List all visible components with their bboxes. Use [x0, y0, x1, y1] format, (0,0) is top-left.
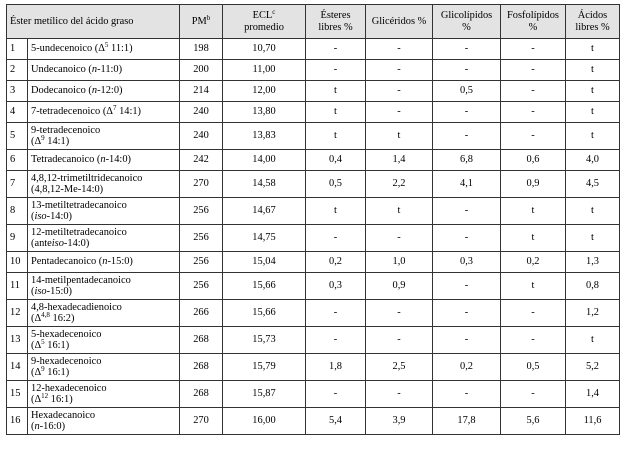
cell-phospholipids: -: [501, 81, 566, 102]
name-segment: (: [31, 394, 35, 405]
cell-glycolipids: -: [433, 198, 501, 225]
cell-ecl: 14,00: [223, 150, 306, 171]
cell-free-esters: -: [306, 300, 366, 327]
table-row: [7, 81, 620, 102]
table-row: [7, 150, 620, 171]
table-row: [7, 300, 620, 327]
row-number: 7: [7, 171, 28, 198]
name-segment: (: [31, 340, 35, 351]
fatty-acid-name: [28, 327, 180, 354]
name-segment: Δ: [34, 340, 42, 351]
cell-molecular-weight: 256: [180, 252, 223, 273]
name-segment: Undecanoico (: [31, 64, 92, 76]
cell-free-esters: t: [306, 123, 366, 150]
cell-glycerides: 3,9: [366, 408, 433, 435]
cell-free-acids: t: [566, 198, 620, 225]
cell-glycolipids: -: [433, 102, 501, 123]
row-number: 1: [7, 39, 28, 60]
cell-free-acids: t: [566, 225, 620, 252]
name-segment: 9-hexadecenoico: [31, 355, 102, 367]
row-number: 15: [7, 381, 28, 408]
cell-free-esters: -: [306, 225, 366, 252]
cell-glycolipids: 0,3: [433, 252, 501, 273]
cell-phospholipids: -: [501, 381, 566, 408]
name-segment: -11:0): [97, 64, 123, 76]
cell-glycolipids: 6,8: [433, 150, 501, 171]
name-segment: 5-hexadecenoico: [31, 328, 102, 340]
name-segment: (: [31, 367, 35, 378]
name-segment: 4,8-hexadecadienoico: [31, 301, 122, 313]
cell-ecl: 14,58: [223, 171, 306, 198]
cell-free-esters: 0,2: [306, 252, 366, 273]
table-row: [7, 39, 620, 60]
cell-phospholipids: -: [501, 300, 566, 327]
cell-free-esters: t: [306, 102, 366, 123]
name-segment: 14:1): [116, 106, 142, 118]
fatty-acid-name: [28, 150, 180, 171]
cell-phospholipids: 0,9: [501, 171, 566, 198]
cell-free-acids: 0,8: [566, 273, 620, 300]
cell-glycerides: 1,0: [366, 252, 433, 273]
name-superscript: 5: [104, 41, 109, 50]
header-glycerides: Glicéridos %: [366, 5, 433, 39]
cell-free-esters: t: [306, 81, 366, 102]
cell-free-esters: 5,4: [306, 408, 366, 435]
fatty-acid-name: [28, 123, 180, 150]
fatty-acid-name: [28, 102, 180, 123]
name-segment: (4,8,12-Me-14:0): [31, 184, 104, 195]
cell-glycerides: -: [366, 39, 433, 60]
name-segment: iso: [34, 211, 47, 222]
table-row: [7, 60, 620, 81]
cell-ecl: 14,67: [223, 198, 306, 225]
cell-glycolipids: -: [433, 381, 501, 408]
cell-phospholipids: -: [501, 39, 566, 60]
name-segment: 5-undecenoico (: [31, 43, 99, 55]
cell-glycolipids: -: [433, 273, 501, 300]
cell-phospholipids: 0,6: [501, 150, 566, 171]
cell-glycerides: -: [366, 300, 433, 327]
cell-free-esters: -: [306, 39, 366, 60]
cell-molecular-weight: 198: [180, 39, 223, 60]
name-segment: iso: [34, 286, 47, 297]
row-number: 16: [7, 408, 28, 435]
name-segment: Δ: [34, 367, 42, 378]
cell-ecl: 15,87: [223, 381, 306, 408]
name-segment: 16:1): [48, 394, 73, 405]
row-number: 3: [7, 81, 28, 102]
cell-glycolipids: 17,8: [433, 408, 501, 435]
name-superscript: 5: [41, 338, 45, 346]
cell-glycolipids: 0,5: [433, 81, 501, 102]
name-segment: n: [91, 85, 98, 97]
fatty-acid-name: [28, 273, 180, 300]
table-row: [7, 354, 620, 381]
name-superscript: 12: [41, 392, 49, 400]
cell-glycerides: -: [366, 102, 433, 123]
name-segment: Δ: [106, 106, 113, 118]
cell-free-esters: t: [306, 198, 366, 225]
cell-glycerides: 2,5: [366, 354, 433, 381]
fatty-acid-name: [28, 225, 180, 252]
name-segment: Δ: [34, 394, 42, 405]
name-segment: 16:2): [49, 313, 75, 324]
name-segment: 11:1): [108, 43, 133, 55]
table-row: [7, 273, 620, 300]
header-glycolipids: Glicolípidos %: [433, 5, 501, 39]
cell-molecular-weight: 268: [180, 327, 223, 354]
name-segment: 14-metilpentadecanoico: [31, 274, 131, 286]
cell-molecular-weight: 240: [180, 123, 223, 150]
cell-free-esters: -: [306, 60, 366, 81]
name-superscript: 7: [112, 104, 117, 113]
fatty-acid-name: [28, 354, 180, 381]
cell-glycolipids: -: [433, 60, 501, 81]
fatty-acid-name: [28, 171, 180, 198]
cell-free-acids: 1,2: [566, 300, 620, 327]
cell-free-esters: -: [306, 327, 366, 354]
name-segment: Δ: [34, 136, 42, 147]
cell-ecl: 15,66: [223, 300, 306, 327]
cell-phospholipids: 0,5: [501, 354, 566, 381]
cell-molecular-weight: 200: [180, 60, 223, 81]
header-free-esters: Ésteres libres %: [306, 5, 366, 39]
cell-glycerides: t: [366, 123, 433, 150]
cell-free-acids: t: [566, 327, 620, 354]
cell-ecl: 14,75: [223, 225, 306, 252]
cell-glycerides: -: [366, 81, 433, 102]
cell-glycerides: 2,2: [366, 171, 433, 198]
name-segment: (ante: [31, 238, 52, 249]
cell-free-acids: t: [566, 60, 620, 81]
cell-glycolipids: -: [433, 39, 501, 60]
cell-free-esters: 0,4: [306, 150, 366, 171]
cell-ecl: 15,73: [223, 327, 306, 354]
fatty-acid-name: [28, 252, 180, 273]
cell-molecular-weight: 270: [180, 408, 223, 435]
row-number: 13: [7, 327, 28, 354]
cell-glycolipids: 4,1: [433, 171, 501, 198]
table-row: [7, 408, 620, 435]
name-segment: -15:0): [46, 286, 73, 297]
cell-glycolipids: -: [433, 225, 501, 252]
cell-free-acids: t: [566, 81, 620, 102]
cell-free-acids: 4,0: [566, 150, 620, 171]
cell-free-acids: t: [566, 102, 620, 123]
fatty-acid-name: [28, 300, 180, 327]
name-segment: n: [102, 256, 108, 268]
cell-phospholipids: 5,6: [501, 408, 566, 435]
name-superscript: 4,8: [41, 311, 50, 319]
cell-glycolipids: -: [433, 300, 501, 327]
row-number: 12: [7, 300, 28, 327]
cell-free-acids: 11,6: [566, 408, 620, 435]
cell-glycerides: 0,9: [366, 273, 433, 300]
name-segment: Δ: [98, 43, 105, 55]
name-segment: (: [31, 313, 35, 324]
table-row: [7, 327, 620, 354]
name-segment: (: [31, 211, 35, 222]
name-segment: iso: [51, 238, 64, 249]
cell-phospholipids: -: [501, 123, 566, 150]
cell-molecular-weight: 240: [180, 102, 223, 123]
row-number: 2: [7, 60, 28, 81]
cell-free-acids: t: [566, 39, 620, 60]
fatty-acid-name: [28, 408, 180, 435]
cell-ecl: 13,80: [223, 102, 306, 123]
cell-free-esters: -: [306, 381, 366, 408]
cell-ecl: 11,00: [223, 60, 306, 81]
row-number: 11: [7, 273, 28, 300]
cell-phospholipids: 0,2: [501, 252, 566, 273]
cell-ecl: 15,66: [223, 273, 306, 300]
cell-glycerides: -: [366, 225, 433, 252]
header-ecl: ECL$^c$ promedio: [223, 5, 306, 39]
table-row: [7, 102, 620, 123]
name-segment: (: [31, 286, 35, 297]
fatty-acid-name: [28, 60, 180, 81]
name-segment: 14:1): [44, 136, 70, 147]
cell-free-acids: 1,4: [566, 381, 620, 408]
name-segment: -14:0): [63, 238, 90, 249]
table-row: [7, 381, 620, 408]
name-segment: 7-tetradecenoico (: [31, 106, 107, 118]
table-row: [7, 171, 620, 198]
cell-molecular-weight: 214: [180, 81, 223, 102]
fatty-acid-name: [28, 39, 180, 60]
cell-glycerides: -: [366, 381, 433, 408]
fatty-acid-name: [28, 198, 180, 225]
name-segment: Dodecanoico (: [31, 85, 92, 97]
name-segment: 16:1): [44, 367, 70, 378]
table-body: [7, 39, 620, 435]
cell-ecl: 15,79: [223, 354, 306, 381]
table-row: [7, 123, 620, 150]
name-segment: 9-tetradecenoico: [31, 124, 101, 136]
table-row: [7, 252, 620, 273]
name-segment: n: [100, 154, 106, 166]
cell-phospholipids: -: [501, 102, 566, 123]
name-segment: -14:0): [105, 154, 131, 166]
name-segment: -15:0): [107, 256, 133, 268]
cell-phospholipids: t: [501, 225, 566, 252]
cell-ecl: 13,83: [223, 123, 306, 150]
fatty-acid-table: [6, 4, 620, 435]
name-segment: -14:0): [46, 211, 73, 222]
cell-free-esters: 0,3: [306, 273, 366, 300]
name-segment: n: [34, 421, 40, 432]
cell-ecl: 16,00: [223, 408, 306, 435]
name-segment: 4,8,12-trimetiltridecanoico: [31, 172, 143, 184]
table-row: [7, 198, 620, 225]
cell-free-acids: 4,5: [566, 171, 620, 198]
cell-phospholipids: t: [501, 198, 566, 225]
name-segment: Hexadecanoico: [31, 409, 96, 421]
name-segment: -16:0): [39, 421, 66, 432]
cell-glycolipids: 0,2: [433, 354, 501, 381]
row-number: 9: [7, 225, 28, 252]
fatty-acid-name: [28, 81, 180, 102]
cell-ecl: 12,00: [223, 81, 306, 102]
row-number: 6: [7, 150, 28, 171]
cell-free-acids: 1,3: [566, 252, 620, 273]
cell-phospholipids: t: [501, 273, 566, 300]
row-number: 4: [7, 102, 28, 123]
name-segment: (: [31, 421, 35, 432]
name-segment: Δ: [34, 313, 42, 324]
cell-molecular-weight: 256: [180, 198, 223, 225]
fatty-acid-name: [28, 381, 180, 408]
cell-molecular-weight: 256: [180, 225, 223, 252]
header-molecular-weight: $PM^b$: [180, 5, 223, 39]
row-number: 14: [7, 354, 28, 381]
header-row: [7, 5, 620, 39]
name-segment: -12:0): [97, 85, 123, 97]
name-segment: 12-metiltetradecanoico: [31, 226, 127, 238]
cell-glycerides: -: [366, 327, 433, 354]
cell-glycerides: -: [366, 60, 433, 81]
row-number: 8: [7, 198, 28, 225]
cell-glycolipids: -: [433, 123, 501, 150]
cell-free-esters: 0,5: [306, 171, 366, 198]
cell-molecular-weight: 268: [180, 354, 223, 381]
cell-free-acids: 5,2: [566, 354, 620, 381]
cell-glycolipids: -: [433, 327, 501, 354]
row-number: 10: [7, 252, 28, 273]
name-segment: Tetradecanoico (: [31, 154, 101, 166]
cell-ecl: 10,70: [223, 39, 306, 60]
cell-molecular-weight: 270: [180, 171, 223, 198]
cell-free-acids: t: [566, 123, 620, 150]
name-segment: (: [31, 136, 35, 147]
cell-molecular-weight: 256: [180, 273, 223, 300]
header-phospholipids: Fosfolípidos %: [501, 5, 566, 39]
cell-phospholipids: -: [501, 60, 566, 81]
name-segment: 12-hexadecenoico: [31, 382, 107, 394]
name-segment: Pentadecanoico (: [31, 256, 103, 268]
header-fatty-acid-name: Éster metílico del ácido graso: [7, 5, 180, 39]
cell-phospholipids: -: [501, 327, 566, 354]
cell-free-esters: 1,8: [306, 354, 366, 381]
table-row: [7, 225, 620, 252]
name-segment: 16:1): [44, 340, 70, 351]
name-segment: n: [91, 64, 98, 76]
cell-ecl: 15,04: [223, 252, 306, 273]
cell-molecular-weight: 266: [180, 300, 223, 327]
name-superscript: 9: [41, 365, 45, 373]
cell-glycerides: t: [366, 198, 433, 225]
name-superscript: 9: [41, 134, 45, 142]
cell-glycerides: 1,4: [366, 150, 433, 171]
header-free-acids: Ácidos libres %: [566, 5, 620, 39]
cell-molecular-weight: 268: [180, 381, 223, 408]
name-segment: 13-metiltetradecanoico: [31, 199, 127, 211]
cell-molecular-weight: 242: [180, 150, 223, 171]
row-number: 5: [7, 123, 28, 150]
